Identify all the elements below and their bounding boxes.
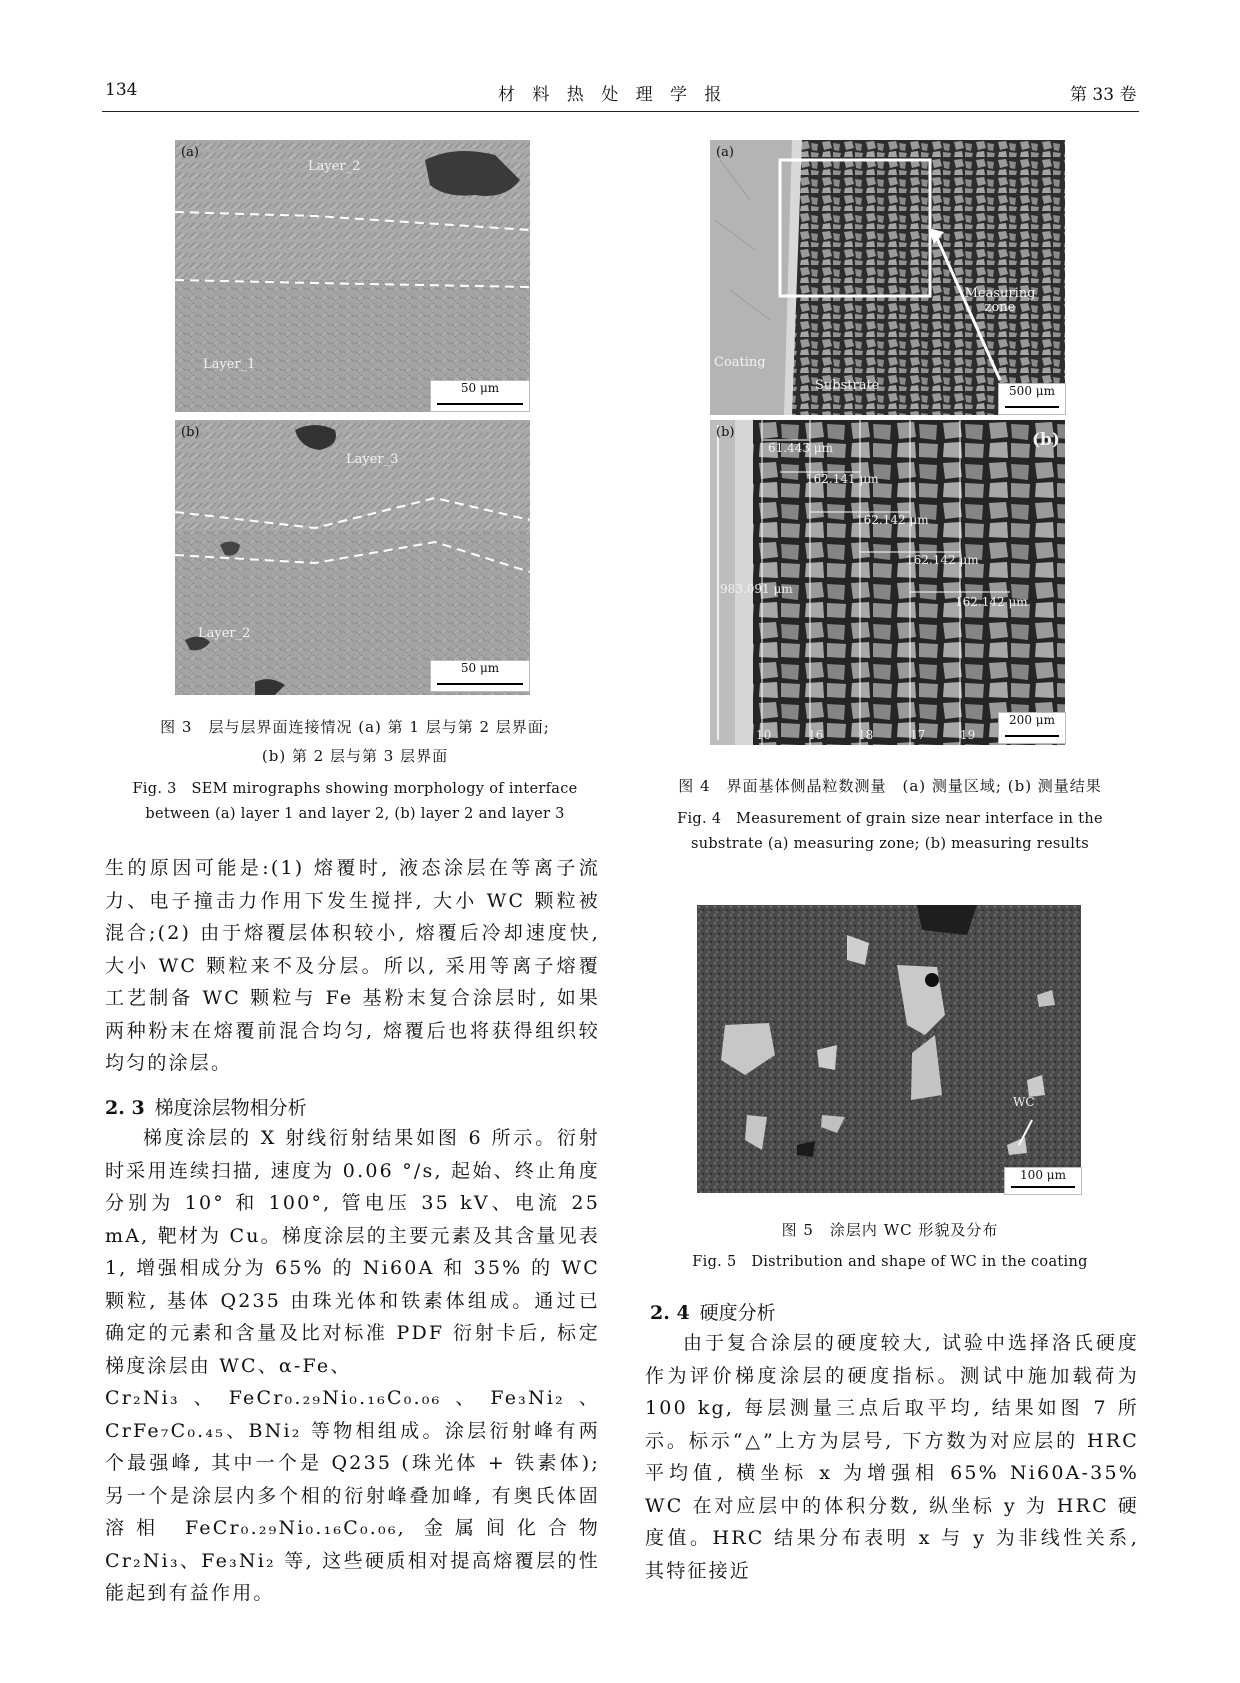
fig3b-layer-top: Layer_3 (346, 452, 399, 467)
fig3-caption-en-2: between (a) layer 1 and layer 2, (b) layer 2 and layer 3 (145, 806, 565, 822)
fig4b-measure-2: 162.141 μm (806, 472, 879, 486)
left-para-1: 生的原因可能是:(1) 熔覆时, 液态涂层在等离子流力、电子撞击力作用下发生搅拌, 大小 WC 颗粒被混合;(2) 由于熔覆层体积较小, 熔覆后冷却速度快, 大小 WC 颗粒来不及分层。所以, 采用等离子熔覆工艺制备 WC 颗粒与 Fe 基粉末复合涂层时, 如果两种粉末在熔覆前混合均匀, 熔覆后也将获得组织较均匀的涂层。 (105, 857, 600, 1074)
fig4b-measure-5: 162.142 μm (955, 595, 1028, 609)
section-2-3-number: 2. 3 (105, 1097, 145, 1119)
fig3b-label: (b) (181, 425, 200, 440)
fig4b-count-5: 19 (960, 728, 976, 742)
header-rule (102, 111, 1139, 112)
section-2-4-number: 2. 4 (650, 1302, 690, 1324)
fig4b-count-1: 10 (756, 728, 772, 742)
fig3a-scale-bar: 50 μm (430, 380, 530, 412)
section-2-4-title: 硬度分析 (699, 1302, 776, 1324)
fig4a-scale-bar: 500 μm (998, 383, 1066, 415)
fig3-caption-cn-2: (b) 第 2 层与第 3 层界面 (261, 747, 449, 765)
fig4a-label: (a) (716, 145, 734, 160)
fig4a-image (710, 140, 1065, 415)
fig3a-layer-top: Layer_2 (308, 159, 361, 174)
left-para-2: 梯度涂层的 X 射线衍射结果如图 6 所示。衍射时采用连续扫描, 速度为 0.06 °/s, 起始、终止角度分别为 10° 和 100°, 管电压 35 kV、电流 25 mA, 靶材为 Cu。梯度涂层的主要元素及其含量见表 1, 增强相成分为 65% 的 Ni60A 和 35% 的 WC 颗粒, 基体 Q235 由珠光体和铁素体组成。通过已确定的元素和含量及比对标准 PDF 衍射卡后, 标定梯度涂层由 WC、α-Fe、 Cr₂Ni₃、FeCr₀.₂₉Ni₀.₁₆C₀.₀₆、Fe₃Ni₂、CrFe₇C₀.₄₅、BNi₂ 等物相组成。涂层衍射峰有两个最强峰, 其中一个是 Q235 (珠光体 + 铁素体); 另一个是涂层内多个相的衍射峰叠加峰, 有奥氏体固溶相 FeCr₀.₂₉Ni₀.₁₆C₀.₀₆, 金属间化合物 Cr₂Ni₃、Fe₃Ni₂ 等, 这些硬质相对提高熔覆层的性能起到有益作用。 (105, 1127, 600, 1604)
volume-label: 第 33 卷 (1070, 85, 1137, 105)
fig4b-measure-3: 162.142 μm (856, 513, 929, 527)
fig5-scale-bar: 100 μm (1004, 1167, 1082, 1195)
fig3b-scale-bar: 50 μm (430, 660, 530, 692)
fig3b-layer-bottom: Layer_2 (198, 626, 251, 641)
section-2-3-title: 梯度涂层物相分析 (154, 1097, 307, 1119)
fig4b-vertical: 983.091 μm (720, 582, 793, 596)
fig4b-count-2: 16 (808, 728, 824, 742)
fig4b-scale-bar: 200 μm (998, 712, 1066, 744)
fig3-caption-en-1: Fig. 3 SEM mirographs showing morphology of interface (132, 781, 578, 797)
fig4b-count-4: 17 (910, 728, 926, 742)
fig5-caption-en: Fig. 5 Distribution and shape of WC in the coating (692, 1254, 1088, 1270)
fig4b-corner-label: (b) (1032, 430, 1060, 450)
fig4a-substrate: Substrate (815, 378, 880, 393)
fig5-caption-cn: 图 5 涂层内 WC 形貌及分布 (781, 1221, 999, 1239)
fig5-wc-label: WC (1013, 1095, 1035, 1109)
journal-title: 材 料 热 处 理 学 报 (498, 85, 728, 105)
fig3-caption-cn-1: 图 3 层与层界面连接情况 (a) 第 1 层与第 2 层界面; (160, 718, 550, 736)
fig4b-measure-4: 162.142 μm (906, 553, 979, 567)
page-number: 134 (105, 80, 138, 100)
fig4b-label: (b) (716, 425, 735, 440)
fig4b-measure-1: 61.443 μm (768, 441, 833, 455)
section-2-3-heading (105, 1093, 307, 1120)
fig4b-count-3: 18 (858, 728, 874, 742)
fig3a-label: (a) (181, 145, 199, 160)
section-2-4-heading (650, 1298, 776, 1325)
fig4-caption-cn: 图 4 界面基体侧晶粒数测量 (a) 测量区域; (b) 测量结果 (678, 777, 1102, 795)
fig4a-coating: Coating (714, 355, 766, 370)
fig5-image (697, 905, 1081, 1193)
fig3a-layer-bottom: Layer_1 (203, 357, 256, 372)
fig4-caption-en-1: Fig. 4 Measurement of grain size near interface in the (677, 811, 1103, 827)
fig4a-measuring-zone: Measuring zone (964, 286, 1036, 315)
fig4-caption-en-2: substrate (a) measuring zone; (b) measuring results (690, 836, 1090, 852)
right-para: 由于复合涂层的硬度较大, 试验中选择洛氏硬度作为评价梯度涂层的硬度指标。测试中施加载荷为 100 kg, 每层测量三点后取平均, 结果如图 7 所示。标示“△”上方为层号, 下方数为对应层的 HRC 平均值, 横坐标 x 为增强相 65% Ni60A-35% WC 在对应层中的体积分数, 纵坐标 y 为 HRC 硬度值。HRC 结果分布表明 x 与 y 为非线性关系, 其特征接近 (645, 1332, 1139, 1582)
